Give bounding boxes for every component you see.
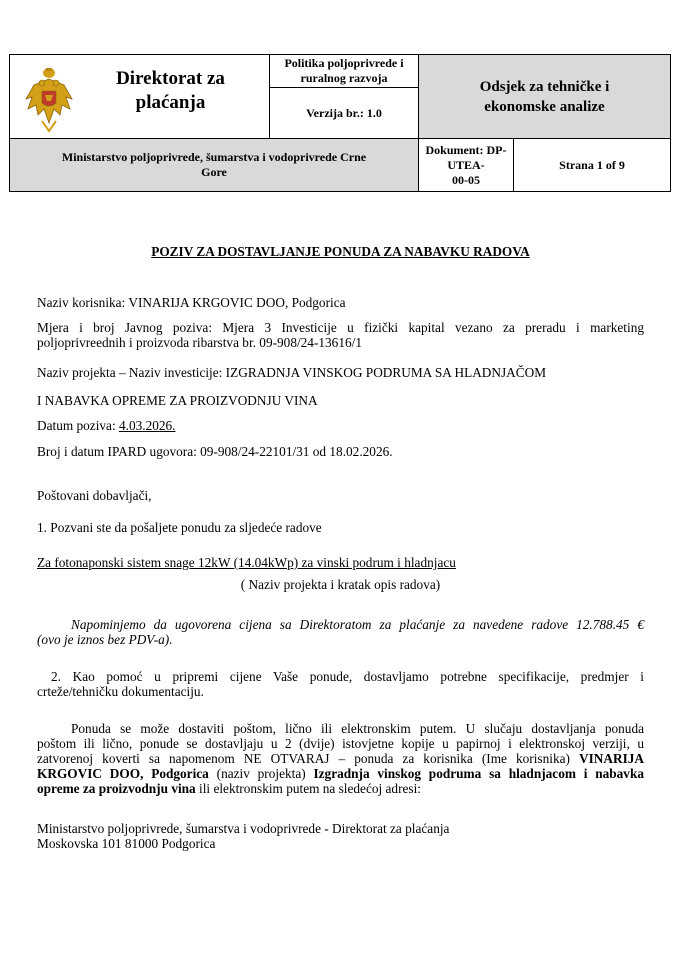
beneficiary-field: Naziv korisnika: VINARIJA KRGOVIC DOO, Podgorica xyxy=(37,295,346,310)
item-2 xyxy=(37,669,644,699)
address-block xyxy=(37,821,644,851)
address-line1: Ministarstvo poljoprivrede, šumarstva i vodoprivrede - Direktorat za plaćanja xyxy=(37,821,450,836)
measure-line2: poljoprivreednih i proizvoda ribarstva br. 09-908/24-13616/1 xyxy=(37,335,362,350)
project-line2: I NABAVKA OPREME ZA PROIZVODNJU VINA xyxy=(37,393,318,408)
offer-line3 xyxy=(37,751,644,766)
call-date-label: Datum poziva: xyxy=(37,418,119,433)
version-cell: Verzija br.: 1.0 xyxy=(270,88,419,139)
document-line1: Dokument: DP-UTEA- xyxy=(425,142,507,172)
document-line2: 00-05 xyxy=(452,172,480,187)
call-date-value: 4.03.2026. xyxy=(118,418,176,433)
ministry-line2: Gore xyxy=(201,165,227,179)
document-header xyxy=(9,54,671,192)
page-title: POZIV ZA DOSTAVLJANJE PONUDA ZA NABAVKU RADOVA xyxy=(151,244,530,259)
works-caption: ( Naziv projekta i kratak opis radova) xyxy=(240,577,441,592)
offer-line1: Ponuda se može dostaviti poštom, lično ili elektronskim putem. U slučaju dostavljanja ponuda xyxy=(71,721,644,736)
offer-address-intro: ili elektronskim putem na sledećoj adresi: xyxy=(195,781,421,796)
offer-project-name-cont: opreme za proizvodnju vina xyxy=(37,781,196,796)
policy-line1: Politika poljoprivrede i xyxy=(284,56,404,70)
offer-beneficiary-name-cont: KRGOVIC DOO, Podgorica xyxy=(37,766,209,781)
document-id-cell xyxy=(419,139,514,192)
price-note xyxy=(37,617,644,647)
montenegro-coat-of-arms-icon xyxy=(24,67,74,135)
policy-line2: ruralnog razvoja xyxy=(300,71,388,85)
item2-line1: 2. Kao pomoć u pripremi cijene Vaše ponude, dostavljamo potrebne specifikacije, predmjer i xyxy=(51,669,644,684)
offer-line5 xyxy=(37,781,644,796)
offer-project-name: Izgradnja vinskog podruma sa hladnjacom i nabavka xyxy=(313,766,644,781)
org-cell xyxy=(10,55,270,139)
offer-line3-text: zatvorenoj koverti sa napomenom NE OTVARAJ – ponuda za korisnika (Ime korisnika) xyxy=(37,751,579,766)
ministry-cell xyxy=(10,139,419,192)
offer-line2: poštom ili lično, ponude se dostavljaju u 2 (dvije) istovjetne kopije u papirnoj i elektronskoj verziji, u xyxy=(37,736,644,751)
dept-line1: Odsjek za tehničke i xyxy=(479,78,610,95)
contract-field: Broj i datum IPARD ugovora: 09-908/24-22101/31 od 18.02.2026. xyxy=(37,444,393,459)
offer-project-label: (naziv projekta) xyxy=(208,766,314,781)
greeting: Poštovani dobavljači, xyxy=(37,488,152,503)
page-number-cell: Strana 1 of 9 xyxy=(514,139,671,192)
address-line2: Moskovska 101 81000 Podgorica xyxy=(37,836,216,851)
works-description: Za fotonaponski sistem snage 12kW (14.04kWp) za vinski podrum i hladnjacu xyxy=(37,555,456,570)
ministry-line1: Ministarstvo poljoprivrede, šumarstva i vodoprivrede Crne xyxy=(61,150,367,164)
org-name-line1: Direktorat za xyxy=(116,68,225,89)
dept-line2: ekonomske analize xyxy=(484,98,605,115)
offer-beneficiary-name: VINARIJA xyxy=(578,751,644,766)
measure-line1: Mjera i broj Javnog poziva: Mjera 3 Investicije u fizički kapital vezano za preradu i marketing xyxy=(37,320,644,335)
dept-cell xyxy=(419,55,671,139)
price-line1: Napominjemo da ugovorena cijena sa Direktoratom za plaćanje za navedene radove 12.788.45 € xyxy=(71,617,644,632)
measure-field xyxy=(37,320,644,350)
item2-line2: crteže/tehničku dokumentaciju. xyxy=(37,684,204,699)
price-line2: (ovo je iznos bez PDV-a). xyxy=(37,632,173,647)
offer-line4 xyxy=(37,766,644,781)
offer-paragraph xyxy=(37,721,644,796)
item-1: 1. Pozvani ste da pošaljete ponudu za sljedeće radove xyxy=(37,520,322,535)
project-line1: Naziv projekta – Naziv investicije: IZGRADNJA VINSKOG PODRUMA SA HLADNJAČOM xyxy=(37,365,547,380)
org-name-line2: plaćanja xyxy=(135,92,206,113)
call-date-field xyxy=(37,418,644,433)
policy-cell xyxy=(270,55,419,88)
